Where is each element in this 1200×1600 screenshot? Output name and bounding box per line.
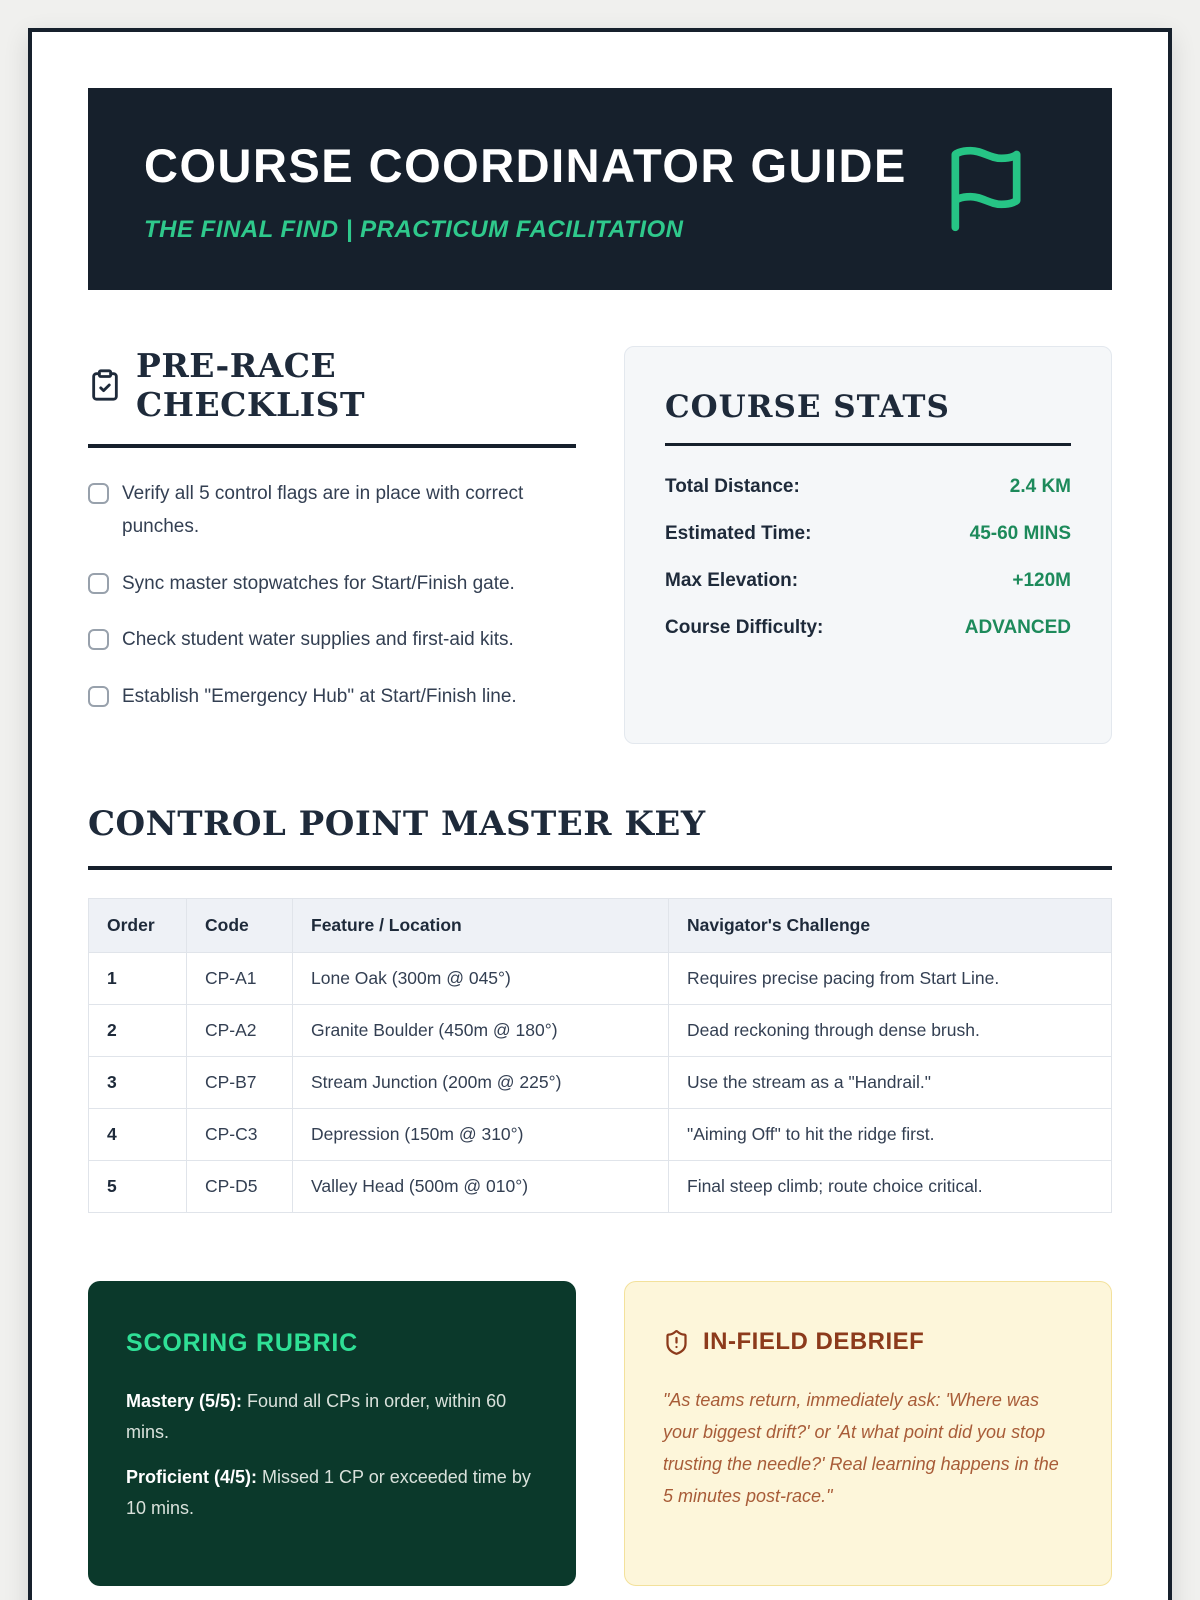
cell-order: 5	[89, 1161, 187, 1213]
control-point-section	[88, 804, 1112, 1213]
checkbox[interactable]	[88, 483, 109, 504]
course-stats-divider	[665, 443, 1071, 446]
checklist-heading	[88, 346, 576, 424]
checklist-item-label: Sync master stopwatches for Start/Finish gate.	[122, 572, 515, 594]
rubric-entry-text: Missed 1 CP or exceeded time by 10 mins.	[126, 1467, 531, 1519]
course-stats-card	[624, 346, 1112, 744]
cell-challenge: Use the stream as a "Handrail."	[669, 1057, 1112, 1109]
debrief-heading-row	[663, 1328, 1073, 1356]
table-row	[89, 1109, 1112, 1161]
cell-challenge: Final steep climb; route choice critical.	[669, 1161, 1112, 1213]
stat-row	[665, 476, 1071, 498]
control-point-divider	[88, 866, 1112, 870]
cell-code: CP-C3	[187, 1109, 293, 1161]
checklist-item	[88, 568, 576, 601]
cell-code: CP-B7	[187, 1057, 293, 1109]
table-row	[89, 1057, 1112, 1109]
cell-code: CP-D5	[187, 1161, 293, 1213]
shield-alert-icon	[663, 1329, 690, 1356]
page-title: COURSE COORDINATOR GUIDE	[144, 139, 907, 192]
checklist-items	[88, 478, 576, 713]
cell-feature: Depression (150m @ 310°)	[293, 1109, 669, 1161]
col-header-feature: Feature / Location	[293, 899, 669, 953]
cell-feature: Stream Junction (200m @ 225°)	[293, 1057, 669, 1109]
control-point-table	[88, 898, 1112, 1213]
cell-code: CP-A2	[187, 1005, 293, 1057]
in-field-debrief-card	[624, 1281, 1112, 1586]
cell-feature: Lone Oak (300m @ 045°)	[293, 953, 669, 1005]
checkbox[interactable]	[88, 573, 109, 594]
cell-feature: Valley Head (500m @ 010°)	[293, 1161, 669, 1213]
clipboard-check-icon	[88, 368, 122, 402]
stat-label: Estimated Time:	[665, 523, 812, 545]
checklist-item-label: Check student water supplies and first-aid kits.	[122, 629, 514, 651]
cell-code: CP-A1	[187, 953, 293, 1005]
cell-order: 3	[89, 1057, 187, 1109]
debrief-quote: "As teams return, immediately ask: 'Where was your biggest drift?' or 'At what point did you stop trusting the needle?' Real learning happens in the 5 minutes post-race."	[663, 1390, 1059, 1507]
cell-order: 4	[89, 1109, 187, 1161]
stat-value: +120M	[1012, 570, 1071, 592]
cell-challenge: Dead reckoning through dense brush.	[669, 1005, 1112, 1057]
table-row	[89, 1005, 1112, 1057]
stat-value: 45-60 MINS	[969, 523, 1071, 545]
document-page	[28, 28, 1172, 1600]
pre-race-checklist-section	[88, 346, 576, 744]
header-banner	[88, 88, 1112, 290]
cell-order: 1	[89, 953, 187, 1005]
rubric-entry	[126, 1462, 538, 1524]
scoring-rubric-card	[88, 1281, 576, 1586]
cell-challenge: Requires precise pacing from Start Line.	[669, 953, 1112, 1005]
col-header-challenge: Navigator's Challenge	[669, 899, 1112, 953]
table-header-row	[89, 899, 1112, 953]
rubric-entry-text: Found all CPs in order, within 60 mins.	[126, 1391, 507, 1443]
page-subtitle: THE FINAL FIND | PRACTICUM FACILITATION	[144, 216, 684, 244]
checkbox[interactable]	[88, 686, 109, 707]
col-header-order: Order	[89, 899, 187, 953]
stat-label: Max Elevation:	[665, 570, 799, 592]
rubric-entry-label: Proficient (4/5):	[126, 1467, 258, 1488]
checklist-divider	[88, 444, 576, 448]
flag-icon	[940, 143, 1056, 240]
rubric-entry-label: Mastery (5/5):	[126, 1391, 243, 1412]
checklist-item-label: Establish "Emergency Hub" at Start/Finish line.	[122, 686, 517, 708]
table-row	[89, 953, 1112, 1005]
checklist-item-label: Verify all 5 control flags are in place with correct punches.	[122, 483, 524, 538]
scoring-rubric-heading: SCORING RUBRIC	[126, 1329, 359, 1358]
checklist-item	[88, 478, 576, 543]
stat-label: Total Distance:	[665, 476, 800, 498]
checklist-item	[88, 681, 576, 714]
checklist-heading-label: PRE-RACE CHECKLIST	[136, 346, 366, 425]
cell-order: 2	[89, 1005, 187, 1057]
cell-feature: Granite Boulder (450m @ 180°)	[293, 1005, 669, 1057]
table-row	[89, 1161, 1112, 1213]
control-point-heading: CONTROL POINT MASTER KEY	[88, 804, 706, 845]
stat-row	[665, 617, 1071, 639]
course-stats-heading: COURSE STATS	[665, 389, 950, 426]
debrief-heading: IN-FIELD DEBRIEF	[703, 1328, 925, 1356]
stat-label: Course Difficulty:	[665, 617, 824, 639]
checklist-item	[88, 624, 576, 657]
stat-value: 2.4 KM	[1009, 476, 1071, 498]
rubric-entry	[126, 1386, 538, 1448]
stat-row	[665, 570, 1071, 592]
banner-text	[144, 138, 907, 244]
checkbox[interactable]	[88, 629, 109, 650]
stat-value: ADVANCED	[964, 617, 1071, 639]
cell-challenge: "Aiming Off" to hit the ridge first.	[669, 1109, 1112, 1161]
stat-row	[665, 523, 1071, 545]
col-header-code: Code	[187, 899, 293, 953]
